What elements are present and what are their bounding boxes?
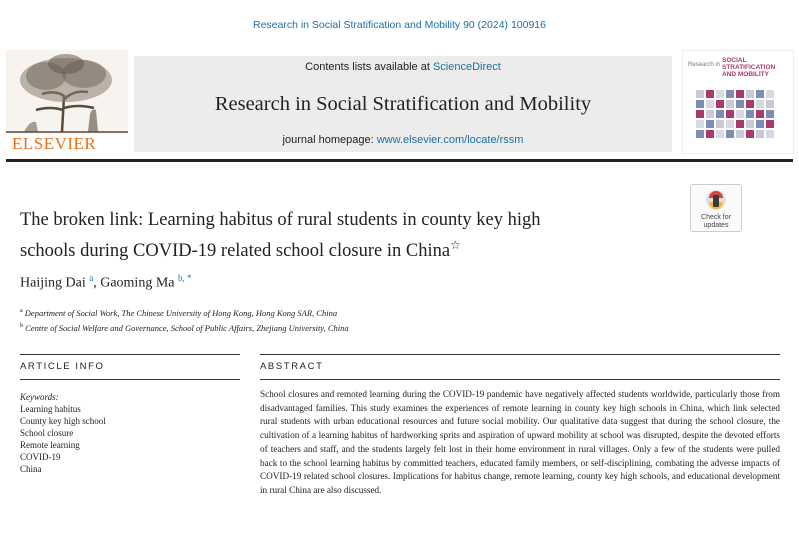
publisher-name: ELSEVIER bbox=[12, 134, 97, 153]
journal-citation[interactable]: Research in Social Stratification and Mobility 90 (2024) 100916 bbox=[252, 19, 546, 31]
cover-line1: Research in bbox=[688, 62, 721, 68]
keyword-item: COVID-19 bbox=[20, 452, 61, 462]
journal-homepage-link[interactable]: www.elsevier.com/locate/rssm bbox=[376, 134, 524, 146]
keyword-item: Remote learning bbox=[20, 440, 80, 450]
keyword-item: County key high school bbox=[20, 416, 106, 426]
journal-title[interactable]: Research in Social Stratification and Mobility bbox=[214, 93, 592, 115]
author-affiliation-mark[interactable]: a bbox=[89, 273, 94, 283]
abstract-heading: ABSTRACT bbox=[260, 361, 324, 372]
masthead-divider bbox=[6, 159, 793, 162]
article-title bbox=[20, 208, 680, 264]
tree-icon bbox=[6, 50, 128, 134]
title-line1: The broken link: Learning habitus of rural students in county key high bbox=[20, 210, 541, 230]
sciencedirect-link[interactable]: ScienceDirect bbox=[432, 61, 501, 73]
keyword-item: Learning habitus bbox=[20, 404, 81, 414]
article-info-bottom-rule bbox=[20, 379, 240, 380]
crossmark-icon bbox=[705, 189, 727, 213]
elsevier-tree-logo[interactable] bbox=[6, 50, 128, 155]
title-line2-wrap bbox=[20, 233, 680, 264]
article-info-heading: ARTICLE INFO bbox=[20, 361, 105, 372]
journal-banner bbox=[134, 56, 672, 152]
cover-line4: AND MOBILITY bbox=[722, 71, 769, 78]
affiliation-list bbox=[20, 305, 349, 335]
affiliation-mark: b bbox=[20, 322, 23, 329]
affiliation-item bbox=[20, 305, 349, 320]
abstract-top-rule bbox=[260, 354, 780, 355]
author-name[interactable]: Haijing Dai bbox=[20, 275, 86, 291]
title-footnote-star[interactable]: ☆ bbox=[450, 238, 461, 252]
author-name[interactable]: Gaoming Ma bbox=[100, 275, 175, 291]
affiliation-text: Department of Social Work, The Chinese University of Hong Kong, Hong Kong SAR, China bbox=[24, 307, 338, 318]
contents-prefix: Contents lists available at bbox=[305, 61, 433, 73]
affiliation-item bbox=[20, 320, 349, 335]
abstract-text: School closures and remoted learning during the COVID-19 pandemic have negatively affected students worldwide, particularly those from disadvantaged families. This study examines the experiences of remote learning in county key high schools in China, which link selected rural students with urban educational resources and future social mobility. Our qualitative data suggest that during the school closure, the cultivation of a learning habitus of hardworking sprits and aspiration of upward mobility at school was disrupted, despite the devoted efforts of teachers and staff, and the students largely felt lost in their home environment in rural villages. Only a few of the students were pulled back to the school learning habitus by committed teachers, educated family members, or self-disciplining, combating the adverse impacts of COVID-19 related school closures. Implications for habitus change, remote learning, county key high schools, and educational development in rural China are also discussed. bbox=[260, 389, 780, 495]
cover-line3: STRATIFICATION bbox=[722, 64, 776, 71]
contents-line bbox=[134, 61, 672, 73]
keyword-item: China bbox=[20, 464, 42, 474]
title-line2: schools during COVID-19 related school closure in China bbox=[20, 241, 451, 262]
abstract-bottom-rule bbox=[260, 379, 780, 380]
author-list: Haijing Dai $^a$, Gaoming Ma $^{b, *}$ bbox=[20, 273, 192, 291]
homepage-line bbox=[134, 134, 672, 146]
homepage-prefix: journal homepage: bbox=[282, 134, 377, 146]
cover-line2: SOCIAL bbox=[722, 57, 747, 64]
author-affiliation-mark[interactable]: b, * bbox=[177, 273, 192, 283]
affiliation-mark: a bbox=[20, 308, 23, 314]
journal-cover[interactable] bbox=[682, 50, 794, 154]
journal-cover-image bbox=[682, 50, 794, 154]
crossmark-line2: updates bbox=[703, 222, 729, 229]
masthead bbox=[6, 50, 793, 160]
check-for-updates-button[interactable] bbox=[690, 184, 742, 232]
keywords-list bbox=[20, 391, 106, 475]
article-info-top-rule bbox=[20, 354, 240, 355]
keywords-label: Keywords: bbox=[20, 392, 59, 402]
keyword-item: School closure bbox=[20, 428, 74, 438]
affiliation-text: Centre of Social Welfare and Governance, School of Public Affairs, Zhejiang University, China bbox=[25, 322, 349, 333]
crossmark-line1: Check for bbox=[701, 214, 731, 221]
